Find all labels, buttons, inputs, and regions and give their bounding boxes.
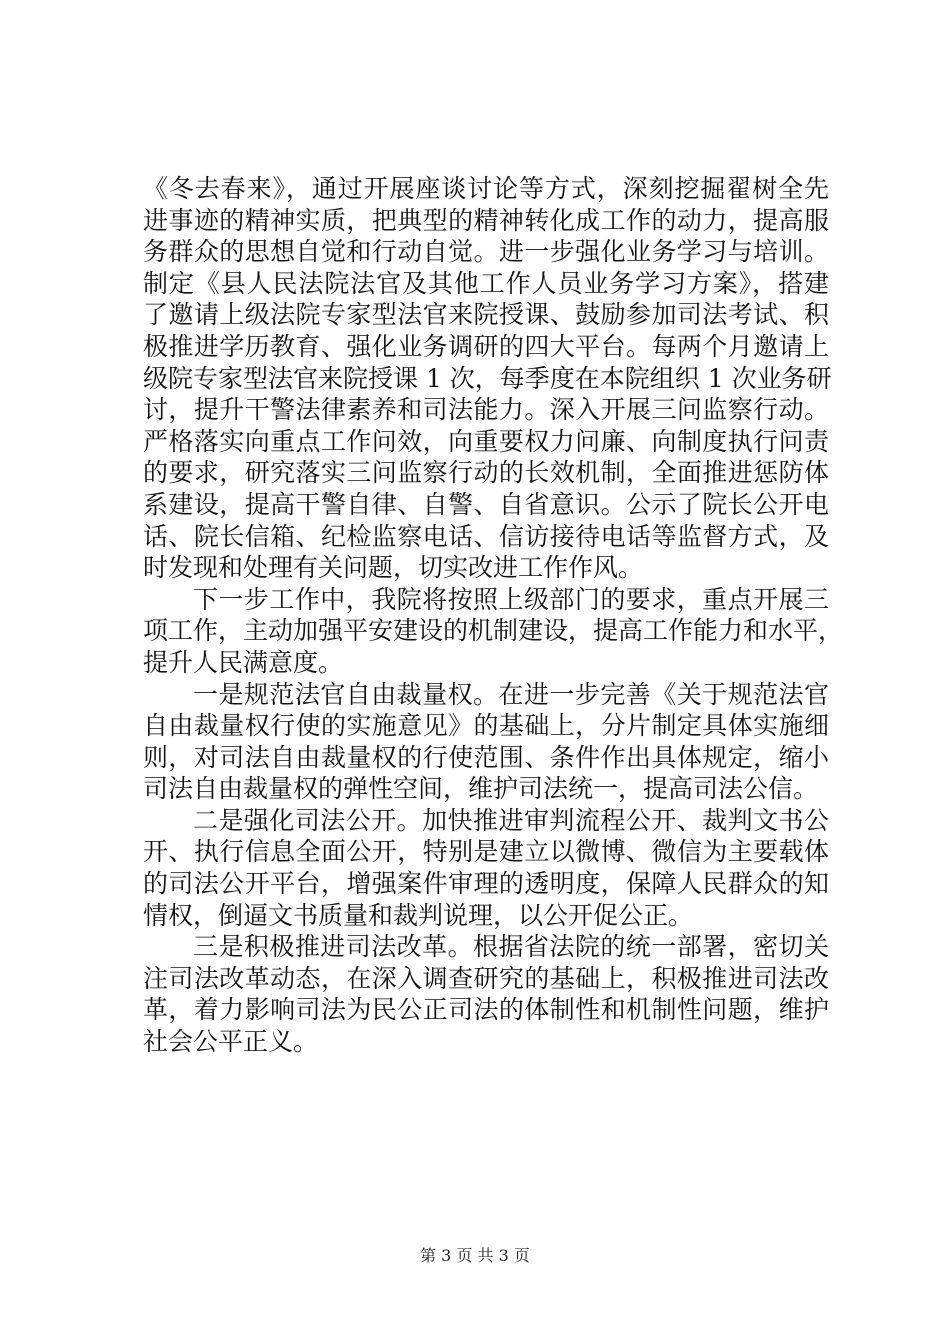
text-line: 话、院长信箱、纪检监察电话、信访接待电话等监督方式，及 bbox=[143, 521, 829, 551]
text-line: 进事迹的精神实质，把典型的精神转化成工作的动力，提高服 bbox=[143, 205, 829, 235]
text-line: 时发现和处理有关问题，切实改进工作作风。 bbox=[143, 553, 644, 583]
text-line: 的司法公开平台，增强案件审理的透明度，保障人民群众的知 bbox=[143, 869, 829, 899]
paragraph bbox=[143, 679, 829, 805]
text-line: 社会公平正义。 bbox=[143, 1027, 319, 1057]
text-line: 一是规范法官自由裁量权。在进一步完善《关于规范法官 bbox=[193, 679, 829, 709]
paragraph bbox=[143, 584, 844, 679]
text-line: 项工作，主动加强平安建设的机制建设，提高工作能力和水平， bbox=[143, 616, 844, 646]
text-line: 严格落实向重点工作问效，向重要权力问廉、向制度执行问责 bbox=[143, 426, 829, 456]
text-line: 自由裁量权行使的实施意见》的基础上，分片制定具体实施细 bbox=[143, 711, 829, 741]
text-line: 系建设，提高干警自律、自警、自省意识。公示了院长公开电 bbox=[143, 489, 829, 519]
text-line: 三是积极推进司法改革。根据省法院的统一部署，密切关 bbox=[193, 932, 829, 962]
text-line: 二是强化司法公开。加快推进审判流程公开、裁判文书公 bbox=[193, 805, 829, 835]
text-line: 下一步工作中，我院将按照上级部门的要求，重点开展三 bbox=[193, 584, 829, 614]
text-line: 讨，提升干警法律素养和司法能力。深入开展三问监察行动。 bbox=[143, 395, 829, 425]
document-body bbox=[143, 173, 844, 1058]
text-line: 开、执行信息全面公开，特别是建立以微博、微信为主要载体 bbox=[143, 837, 829, 867]
paragraph bbox=[143, 931, 829, 1057]
text-line: 则，对司法自由裁量权的行使范围、条件作出具体规定，缩小 bbox=[143, 742, 829, 772]
text-line: 情权，倒逼文书质量和裁判说理，以公开促公正。 bbox=[143, 900, 694, 930]
text-line: 革，着力影响司法为民公正司法的体制性和机制性问题，维护 bbox=[143, 995, 829, 1025]
text-line: 级院专家型法官来院授课 1 次，每季度在本院组织 1 次业务研 bbox=[143, 363, 832, 393]
paragraph bbox=[143, 805, 829, 931]
text-line: 司法自由裁量权的弹性空间，维护司法统一，提高司法公信。 bbox=[143, 774, 819, 804]
text-line: 制定《县人民法院法官及其他工作人员业务学习方案》，搭建 bbox=[143, 268, 829, 298]
paragraph bbox=[143, 173, 832, 584]
text-line: 了邀请上级法院专家型法官来院授课、鼓励参加司法考试、积 bbox=[143, 300, 829, 330]
text-line: 务群众的思想自觉和行动自觉。进一步强化业务学习与培训。 bbox=[143, 237, 829, 267]
page-footer: 第 3 页 共 3 页 bbox=[420, 1246, 530, 1265]
text-line: 极推进学历教育、强化业务调研的四大平台。每两个月邀请上 bbox=[143, 331, 829, 361]
text-line: 的要求，研究落实三问监察行动的长效机制，全面推进惩防体 bbox=[143, 458, 829, 488]
text-line: 提升人民满意度。 bbox=[143, 647, 344, 677]
text-line: 《冬去春来》，通过开展座谈讨论等方式，深刻挖掘翟树全先 bbox=[143, 174, 829, 203]
text-line: 注司法改革动态，在深入调查研究的基础上，积极推进司法改 bbox=[143, 963, 829, 993]
